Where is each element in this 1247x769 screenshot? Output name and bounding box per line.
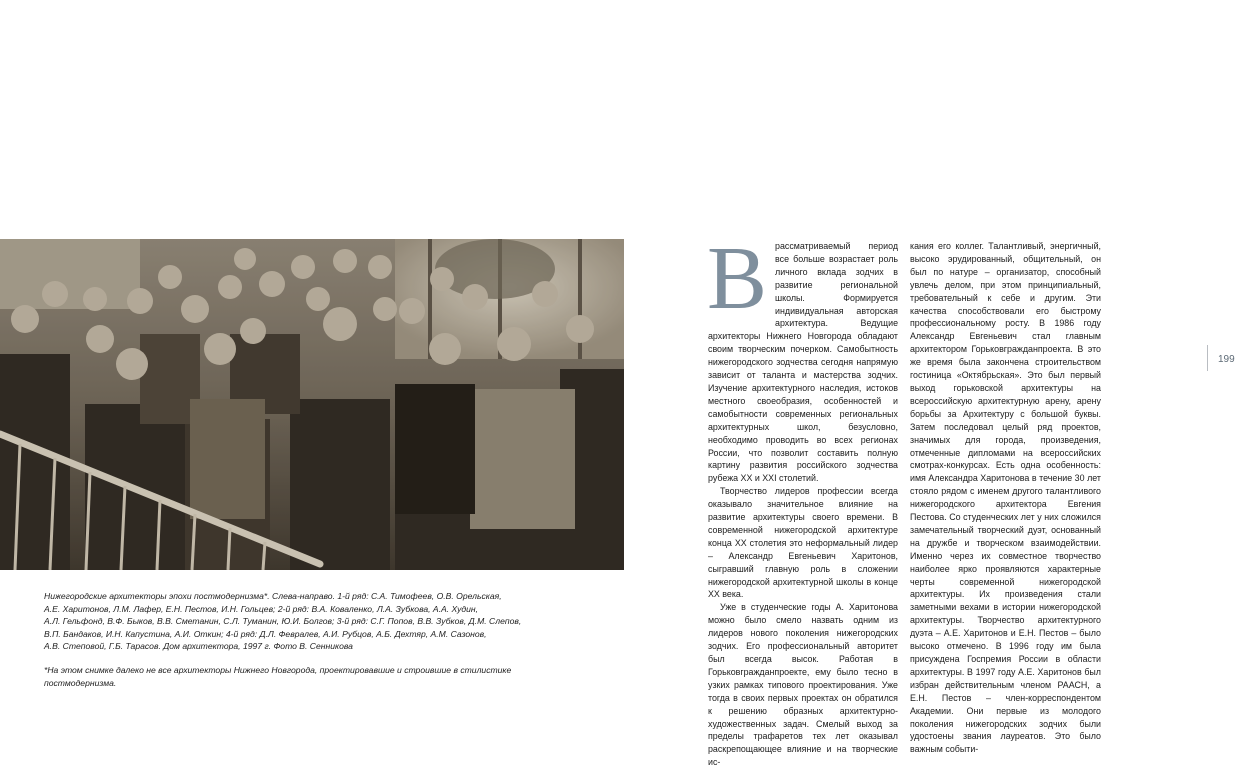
paragraph: рассматриваемый период все больше возрастает роль личного вклада зодчих в развитие региональной школы. Формируется индивидуальная авторская архитектура. Ведущие архитекторы Нижнего Новгорода обладают своим творческим почерком. Самобытность нижегородского зодчества сегодня напрямую зависит от таланта и мастерства зодчих. Изучение архитектурного наследия, истоков местного своеобразия, особенностей и самобытности современных региональных архитектурных школ, безусловно, необходимо проводить во всех регионах России, что позволит составить полную картину развития российского зодчества рубежа XX и XXI столетий.: [708, 241, 898, 484]
photo-caption: [44, 590, 534, 689]
paragraph: Уже в студенческие годы А. Харитонова можно было смело назвать одним из лидеров нового поколения нижегородских зодчих. Его профессиональный авторитет был всегда высок. Работая в Горьковгражданпроекте, ему было тесно в узких рамках типового проектирования. Уже тогда в своих первых проектах он обратился к решению образных архитектурно-художественных задач. Смелый выход за пределы трафаретов тех лет оказывал раскрепощающее влияние и на творческие ис-: [708, 602, 898, 768]
text-column-2: [910, 240, 1101, 756]
caption-line: В.П. Бандаков, И.Н. Капустина, А.И. Откин; 4-й ряд: Д.Л. Февралев, А.И. Рубцов, А.Б. Дехтяр, А.М. Сазонов,: [44, 628, 487, 639]
paragraph: кания его коллег. Талантливый, энергичный, высоко эрудированный, общительный, он был по натуре – организатор, способный увлечь делом, при этом принципиальный, требовательный к себе и другим. Эти качества способствовали его быстрому профессиональному росту. В 1986 году Александр Евгеньевич стал главным архитектором Горьковгражданпроекта. В это же время была закончена строительством гостиница «Октябрьская». Это был первый выход горьковской архитектуры на всероссийскую архитектурную арену, арену борьбы за Архитектуру с большой буквы. Затем последовал целый ряд проектов, значимых для города, произведения, отмеченные дипломами на всероссийских смотрах-конкурсах. Есть одна особенность: имя Александра Харитонова в течение 30 лет стояло рядом с именем другого талантливого нижегородского архитектора Евгения Пестова. Со студенческих лет у них сложился замечательный творческий дуэт, основанный на дружбе и творческом взаимодействии. Именно через их совместное творчество наиболее ярко проявляются характерные черты современной нижегородской архитектуры. Их произведения стали заметными вехами в истории нижегородской архитектуры. Творчество архитектурного дуэта – А.Е. Харитонов и Е.Н. Пестов – было высоко отмечено. В 1996 году им была присуждена Госпремия России в области архитектуры. В 1997 году А.Е. Харитонов был избран действительным членом РААСН, а Е.Н. Пестов – член-корреспондентом Академии. Они первые из молодого поколения нижегородских зодчих были удостоены звания лауреатов. Это было важным событи-: [910, 241, 1101, 755]
text-column-1: [707, 229, 898, 769]
caption-line: А.В. Степовой, Г.Б. Тарасов. Дом архитектора, 1997 г. Фото В. Сенникова: [44, 641, 353, 652]
page-number: 199: [1218, 354, 1235, 365]
caption-line: А.Л. Гельфонд, В.Ф. Быков, В.В. Сметанин, С.Л. Туманин, Ю.И. Болгов; 3-й ряд: С.Г. Попов, В.В. Зубков, Д.М. Слепов,: [44, 616, 522, 627]
caption-line: А.Е. Харитонов, Л.М. Лафер, Е.Н. Пестов, И.Н. Гольцев; 2-й ряд: В.А. Коваленко, Л.А. Зубкова, А.А. Худин,: [44, 603, 479, 614]
page-number-divider: [1207, 345, 1208, 371]
drop-cap: В: [707, 229, 768, 328]
group-photo-image: [0, 239, 624, 570]
caption-footnote-line: *На этом снимке далеко не все архитекторы Нижнего Новгорода, проектировавшие и строившие в стилистике: [44, 664, 512, 675]
group-photo: [0, 239, 624, 570]
paragraph: Творчество лидеров профессии всегда оказывало значительное влияние на развитие архитектуры своего времени. В современной нижегородской архитектуре конца XX столетия это неформальный лидер – Александр Евгеньевич Харитонов, сыгравший главную роль в сложении нижегородской архитектурной школы в конце XX века.: [708, 486, 898, 600]
caption-line: Нижегородские архитекторы эпохи постмодернизма*. Слева-направо. 1-й ряд: С.А. Тимофеев, О.В. Орельская,: [44, 591, 502, 601]
caption-footnote-line: постмодернизма.: [44, 677, 117, 688]
